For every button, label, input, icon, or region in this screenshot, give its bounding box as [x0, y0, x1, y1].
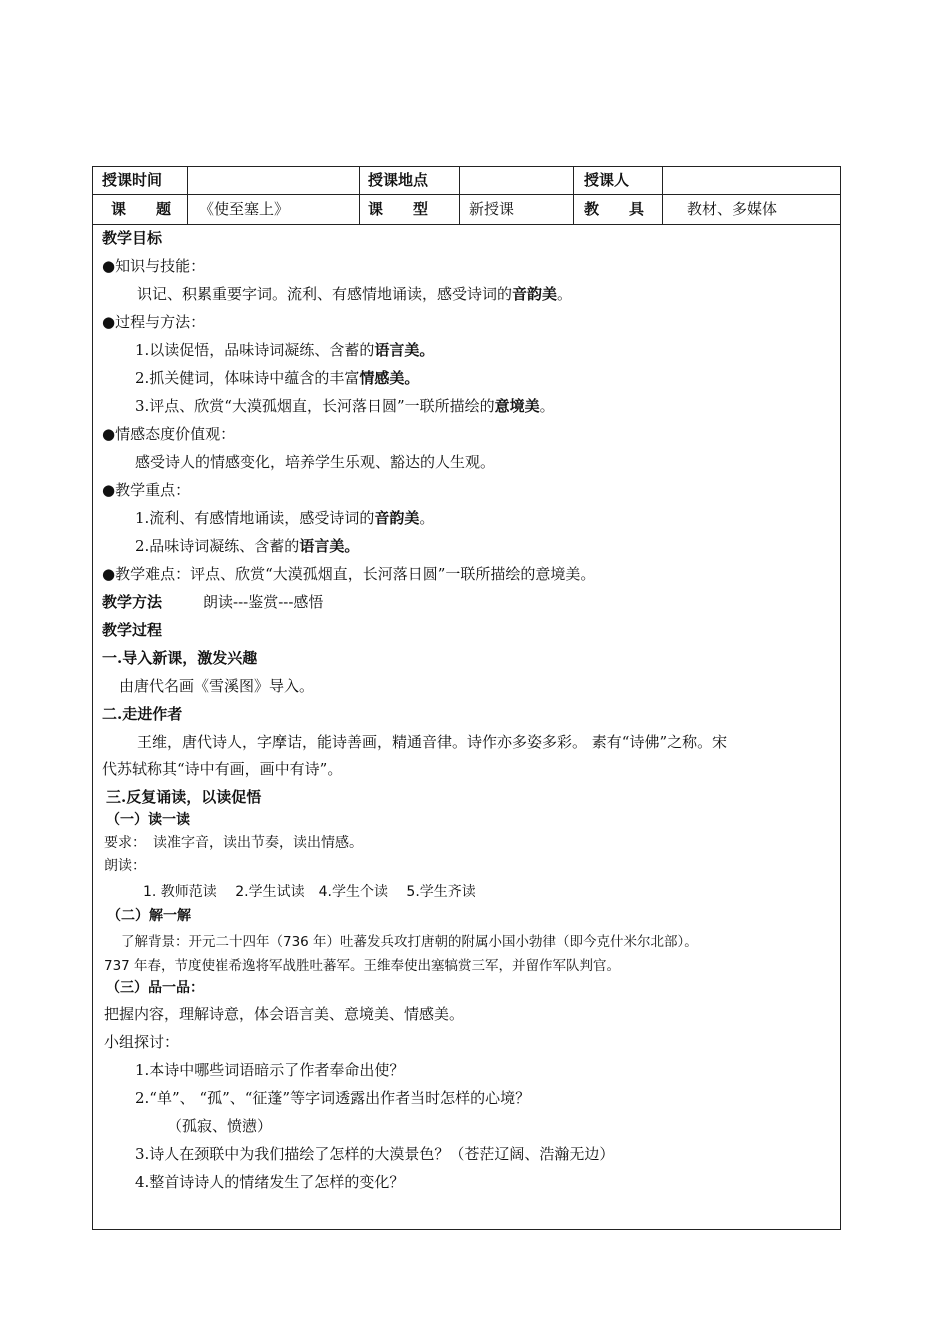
goals-title: 教学目标: [102, 229, 163, 247]
question-3: 3.诗人在颈联中为我们描绘了怎样的大漠景色？（苍茫辽阔、浩瀚无边）: [135, 1145, 615, 1163]
process-title: 教学过程: [102, 621, 163, 639]
section-2-text-line-1: 王维，唐代诗人，字摩诘，能诗善画，精通音律。诗作亦多姿多彩。 素有“诗佛”之称。宋: [137, 733, 728, 751]
process-item-3: 3.评点、欣赏“大漠孤烟直，长河落日圆”一联所描绘的意境美。: [135, 397, 555, 415]
section-2-text-line-2: 代苏轼称其“诗中有画，画中有诗”。: [102, 760, 343, 778]
lesson-plan-table: [92, 166, 841, 1230]
header-row-1: [93, 167, 840, 195]
place-label: 授课地点: [368, 171, 429, 189]
question-1: 1.本诗中哪些词语暗示了作者奉命出使？: [135, 1061, 405, 1079]
taste-subtitle: （三）品一品：: [106, 980, 204, 996]
column-divider: [187, 167, 188, 225]
section-1-title: 一.导入新课，激发兴趣: [102, 649, 258, 667]
tools-value: 教材、多媒体: [687, 200, 778, 218]
column-divider: [662, 167, 663, 225]
type-label: 课 型: [368, 200, 429, 218]
topic-value: 《使至塞上》: [199, 200, 290, 218]
key-point-1: 1.流利、有感情地诵读，感受诗词的音韵美。: [135, 509, 435, 527]
key-point-2: 2.品味诗词凝练、含蓄的语言美。: [135, 537, 360, 555]
read-subtitle: （一）读一读: [106, 812, 190, 828]
read-requirement: 要求： 读准字音，读出节奏，读出情感。: [104, 835, 363, 851]
read-label: 朗读：: [104, 858, 146, 874]
question-4: 4.整首诗诗人的情绪发生了怎样的变化？: [135, 1173, 405, 1191]
teacher-label: 授课人: [584, 171, 630, 189]
section-2-title: 二.走进作者: [102, 705, 183, 723]
emotion-heading: ●情感态度价值观：: [102, 425, 236, 443]
question-2-answer: （孤寂、愤懑）: [167, 1117, 273, 1135]
read-steps: 1. 教师范读 2.学生试读 4.学生个读 5.学生齐读: [143, 884, 476, 900]
topic-label: 课 题: [111, 200, 172, 218]
method-label: 教学方法: [102, 593, 163, 611]
tools-label: 教 具: [584, 200, 645, 218]
question-2: 2.“单”、 “孤”、“征蓬”等字词透露出作者当时怎样的心境？: [135, 1089, 531, 1107]
type-value: 新授课: [469, 200, 515, 218]
explain-subtitle: （二）解一解: [107, 908, 191, 924]
explain-text-line-1: 了解背景：开元二十四年（736 年）吐蕃发兵攻打唐朝的附属小国小勃律（即今克什米尔北部）。: [121, 934, 698, 950]
column-divider: [359, 167, 360, 225]
column-divider: [459, 167, 460, 225]
knowledge-text: 识记、积累重要字词。流利、有感情地诵读，感受诗词的音韵美。: [137, 285, 573, 303]
emotion-text: 感受诗人的情感变化，培养学生乐观、豁达的人生观。: [135, 453, 496, 471]
knowledge-heading: ●知识与技能：: [102, 257, 206, 275]
section-1-text: 由唐代名画《雪溪图》导入。: [119, 677, 315, 695]
taste-text: 把握内容，理解诗意，体会语言美、意境美、情感美。: [104, 1005, 465, 1023]
method-value: 朗读---鉴赏---感悟: [203, 593, 324, 611]
process-item-1: 1.以读促悟，品味诗词凝练、含蓄的语言美。: [135, 341, 435, 359]
section-3-title: 三.反复诵读，以读促悟: [106, 788, 262, 806]
process-item-2: 2.抓关健词，体味诗中蕴含的丰富情感美。: [135, 369, 420, 387]
explain-text-line-2: 737 年春，节度使崔希逸将军战胜吐蕃军。王维奉使出塞犒赏三军，并留作军队判官。: [104, 958, 621, 974]
time-label: 授课时间: [102, 171, 163, 189]
key-points-heading: ●教学重点：: [102, 481, 191, 499]
process-method-heading: ●过程与方法：: [102, 313, 206, 331]
difficulty-text: ●教学难点：评点、欣赏“大漠孤烟直，长河落日圆”一联所描绘的意境美。: [102, 565, 596, 583]
group-discussion-label: 小组探讨：: [104, 1033, 180, 1051]
column-divider: [573, 167, 574, 225]
